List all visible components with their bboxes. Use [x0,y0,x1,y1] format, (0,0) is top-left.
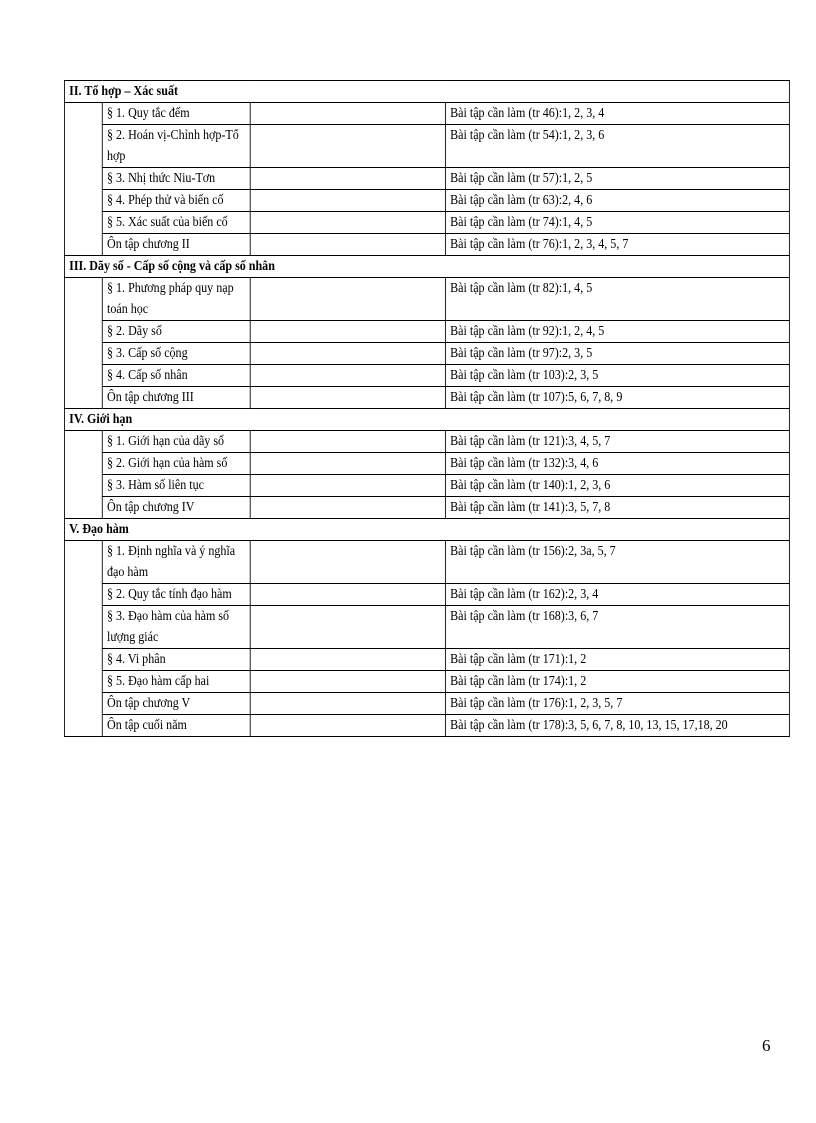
lesson-name: § 3. Hàm số liên tục [102,475,250,497]
lesson-row [64,321,789,343]
exercise-assignment: Bài tập cần làm (tr 57):1, 2, 5 [445,168,789,190]
lesson-row [64,715,789,737]
exercise-assignment: Bài tập cần làm (tr 121):3, 4, 5, 7 [445,431,789,453]
lesson-name: § 4. Cấp số nhân [102,365,250,387]
lesson-name: § 1. Giới hạn của dãy số [102,431,250,453]
lesson-name: § 3. Cấp số cộng [102,343,250,365]
section-title: II. Tổ hợp – Xác suất [64,81,789,103]
exercise-assignment: Bài tập cần làm (tr 82):1, 4, 5 [445,278,789,321]
lesson-row [64,693,789,715]
lesson-row [64,606,789,649]
section-title: III. Dãy số - Cấp số cộng và cấp số nhân [64,256,789,278]
empty-cell [250,190,445,212]
empty-cell [250,234,445,256]
empty-cell [250,212,445,234]
exercise-assignment: Bài tập cần làm (tr 174):1, 2 [445,671,789,693]
study-plan-body [64,81,789,737]
lesson-row [64,431,789,453]
section-indent-cell [64,431,102,519]
lesson-row [64,190,789,212]
exercise-assignment: Bài tập cần làm (tr 140):1, 2, 3, 6 [445,475,789,497]
exercise-assignment: Bài tập cần làm (tr 46):1, 2, 3, 4 [445,103,789,125]
section-header-row [64,409,789,431]
lesson-row [64,278,789,321]
exercise-assignment: Bài tập cần làm (tr 74):1, 4, 5 [445,212,789,234]
empty-cell [250,693,445,715]
exercise-assignment: Bài tập cần làm (tr 141):3, 5, 7, 8 [445,497,789,519]
empty-cell [250,365,445,387]
exercise-assignment: Bài tập cần làm (tr 103):2, 3, 5 [445,365,789,387]
exercise-assignment: Bài tập cần làm (tr 178):3, 5, 6, 7, 8, 10, 13, 15, 17,18, 20 [445,715,789,737]
study-plan-table [64,80,790,737]
lesson-name: § 2. Hoán vị-Chỉnh hợp-Tổ hợp [102,125,250,168]
empty-cell [250,103,445,125]
lesson-name: Ôn tập chương II [102,234,250,256]
lesson-row [64,343,789,365]
empty-cell [250,343,445,365]
lesson-row [64,649,789,671]
exercise-assignment: Bài tập cần làm (tr 97):2, 3, 5 [445,343,789,365]
page-number: 6 [762,1036,771,1055]
lesson-name: Ôn tập chương III [102,387,250,409]
lesson-name: § 3. Đạo hàm của hàm số lượng giác [102,606,250,649]
exercise-assignment: Bài tập cần làm (tr 76):1, 2, 3, 4, 5, 7 [445,234,789,256]
empty-cell [250,453,445,475]
lesson-row [64,387,789,409]
exercise-assignment: Bài tập cần làm (tr 107):5, 6, 7, 8, 9 [445,387,789,409]
lesson-name: Ôn tập chương IV [102,497,250,519]
lesson-name: Ôn tập cuối năm [102,715,250,737]
empty-cell [250,168,445,190]
lesson-row [64,125,789,168]
lesson-row [64,234,789,256]
exercise-assignment: Bài tập cần làm (tr 132):3, 4, 6 [445,453,789,475]
exercise-assignment: Bài tập cần làm (tr 156):2, 3a, 5, 7 [445,541,789,584]
lesson-name: § 4. Vi phân [102,649,250,671]
exercise-assignment: Bài tập cần làm (tr 63):2, 4, 6 [445,190,789,212]
exercise-assignment: Bài tập cần làm (tr 162):2, 3, 4 [445,584,789,606]
lesson-name: Ôn tập chương V [102,693,250,715]
empty-cell [250,387,445,409]
lesson-row [64,497,789,519]
lesson-row [64,475,789,497]
empty-cell [250,321,445,343]
lesson-name: § 2. Dãy số [102,321,250,343]
empty-cell [250,278,445,321]
lesson-name: § 5. Đạo hàm cấp hai [102,671,250,693]
lesson-row [64,103,789,125]
lesson-row [64,168,789,190]
empty-cell [250,606,445,649]
empty-cell [250,125,445,168]
exercise-assignment: Bài tập cần làm (tr 171):1, 2 [445,649,789,671]
lesson-name: § 1. Quy tắc đếm [102,103,250,125]
exercise-assignment: Bài tập cần làm (tr 176):1, 2, 3, 5, 7 [445,693,789,715]
lesson-name: § 2. Quy tắc tính đạo hàm [102,584,250,606]
empty-cell [250,649,445,671]
section-header-row [64,81,789,103]
exercise-assignment: Bài tập cần làm (tr 54):1, 2, 3, 6 [445,125,789,168]
section-title: IV. Giới hạn [64,409,789,431]
section-indent-cell [64,541,102,737]
lesson-row [64,212,789,234]
empty-cell [250,475,445,497]
section-header-row [64,256,789,278]
exercise-assignment: Bài tập cần làm (tr 168):3, 6, 7 [445,606,789,649]
lesson-name: § 5. Xác suất của biến cố [102,212,250,234]
lesson-row [64,365,789,387]
section-indent-cell [64,278,102,409]
lesson-row [64,584,789,606]
lesson-name: § 1. Định nghĩa và ý nghĩa đạo hàm [102,541,250,584]
lesson-row [64,671,789,693]
lesson-row [64,453,789,475]
lesson-name: § 1. Phương pháp quy nạp toán học [102,278,250,321]
empty-cell [250,715,445,737]
lesson-row [64,541,789,584]
empty-cell [250,584,445,606]
empty-cell [250,431,445,453]
section-title: V. Đạo hàm [64,519,789,541]
section-indent-cell [64,103,102,256]
lesson-name: § 4. Phép thử và biến cố [102,190,250,212]
lesson-name: § 2. Giới hạn của hàm số [102,453,250,475]
empty-cell [250,497,445,519]
empty-cell [250,541,445,584]
empty-cell [250,671,445,693]
exercise-assignment: Bài tập cần làm (tr 92):1, 2, 4, 5 [445,321,789,343]
lesson-name: § 3. Nhị thức Niu-Tơn [102,168,250,190]
section-header-row [64,519,789,541]
